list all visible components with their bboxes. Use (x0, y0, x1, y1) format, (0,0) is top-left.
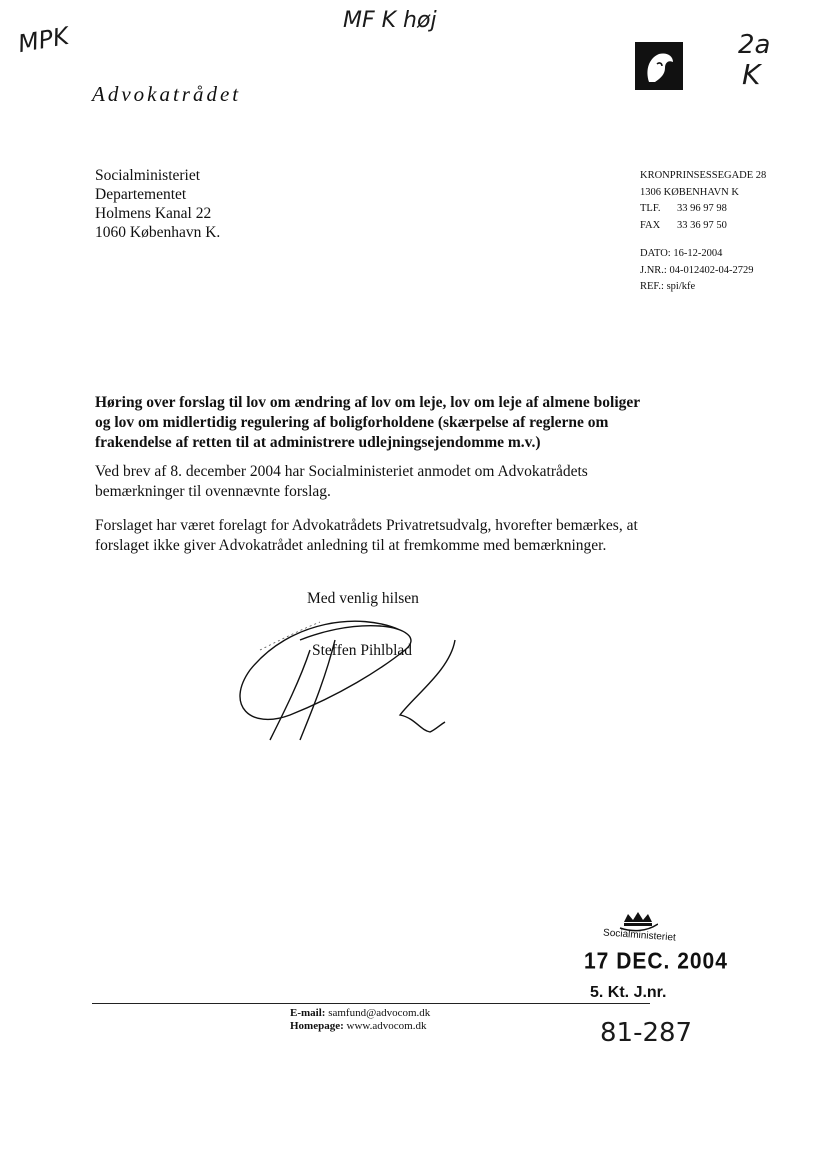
letter-closing: Med venlig hilsen (307, 590, 419, 607)
ref-label: REF.: (640, 281, 664, 292)
handwritten-mark-bottom: K (742, 58, 761, 91)
stamp-date: 17 DEC. 2004 (584, 948, 728, 975)
recipient-line: 1060 København K. (95, 224, 221, 241)
footer-divider (92, 1003, 650, 1004)
recipient-line: Holmens Kanal 22 (95, 205, 212, 222)
date-value: 16-12-2004 (673, 248, 723, 259)
reference (640, 279, 766, 296)
organization-logo-icon (635, 42, 683, 90)
stamp-ministry: Socialministeriet (602, 927, 677, 944)
fax-label: FAX (640, 219, 661, 231)
recipient-line: Departementet (95, 186, 187, 203)
handwritten-mark-top: 2a (738, 30, 771, 60)
recipient-address (95, 166, 220, 242)
phone-value: 33 96 97 98 (677, 203, 727, 214)
email-value[interactable]: samfund@advocom.dk (328, 1007, 431, 1019)
sender-street: KRONPRINSESSEGADE 28 (640, 170, 767, 181)
letter-paragraph: Ved brev af 8. december 2004 har Socialministeriet anmodet om Advokatrådets bemærkninger til ovennævnte forslag. (95, 463, 588, 500)
jnr-label: J.NR.: (640, 264, 667, 276)
handwritten-initials: MPK (15, 21, 71, 59)
letter-subject: Høring over forslag til lov om ændring af lov om leje, lov om leje af almene boliger og lov om midlertidig regulering af boligforholdene (skærpelse af reglerne om frakendelse af retten til at administrere udlejningsejendomme m.v.) (95, 394, 640, 451)
handwritten-case-number: 81-287 (600, 1018, 693, 1048)
letter-date (640, 246, 766, 263)
recipient-line: Socialministeriet (95, 167, 201, 184)
sender-phone (640, 201, 766, 218)
signer-name: Steffen Pihlblad (312, 642, 413, 659)
email-label: E-mail: (290, 1007, 326, 1019)
homepage-label: Homepage: (290, 1020, 344, 1032)
letter-paragraph: Forslaget har været forelagt for Advokatrådets Privatretsudvalg, hvorefter bemærkes, at forslaget ikke giver Advokatrådet anledning til at fremkomme med bemærkninger. (95, 517, 638, 554)
homepage-value[interactable]: www.advocom.dk (346, 1020, 427, 1032)
stamp-office: 5. Kt. J.nr. (590, 984, 667, 1001)
fax-value: 33 36 97 50 (677, 219, 727, 231)
handwritten-note: MF K høj (343, 8, 437, 33)
sender-info (640, 168, 766, 296)
footer (290, 1007, 430, 1033)
sender-city: 1306 KØBENHAVN K (640, 186, 739, 198)
signature (230, 610, 470, 750)
journal-number (640, 263, 766, 280)
sender-fax (640, 218, 766, 235)
jnr-value: 04-012402-04-2729 (669, 264, 754, 276)
organization-name: Advokatrådet (92, 82, 242, 106)
ref-value: spi/kfe (666, 281, 696, 292)
date-label: DATO: (640, 248, 671, 259)
phone-label: TLF. (640, 203, 661, 214)
